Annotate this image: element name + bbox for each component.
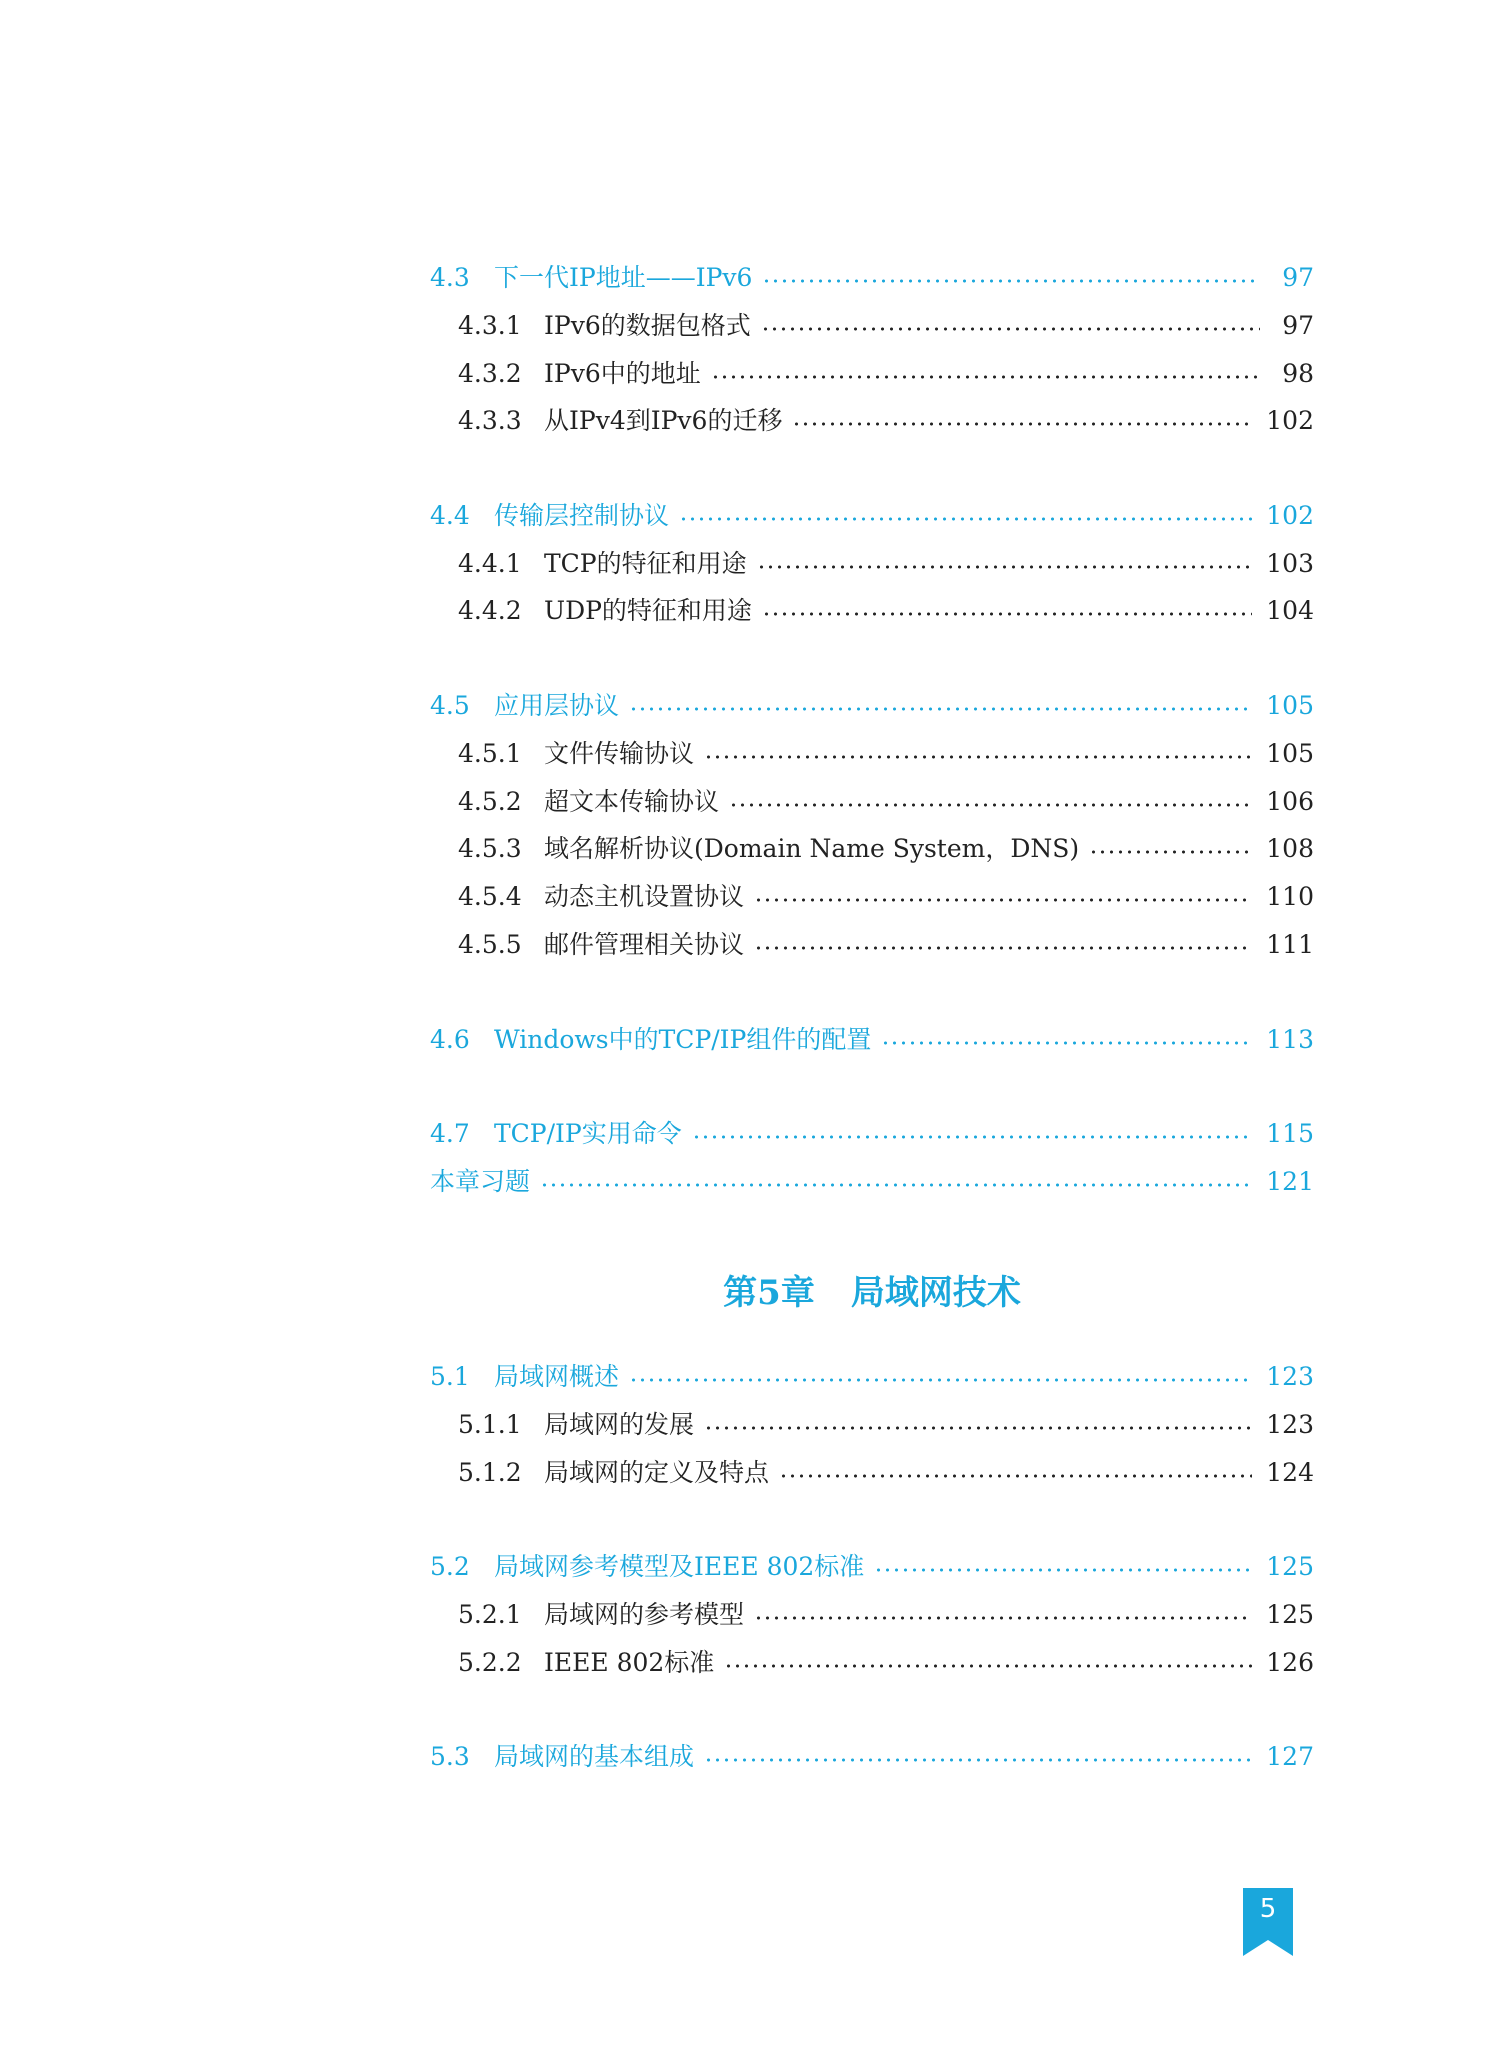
entry-page-number: 108 — [1266, 834, 1314, 863]
entry-number: 4.4.1 — [458, 549, 522, 578]
dot-leader — [540, 1183, 1252, 1187]
entry-number: 5.2 — [430, 1552, 470, 1581]
entry-page-number: 123 — [1266, 1410, 1314, 1439]
dot-leader — [704, 1758, 1252, 1762]
toc-section-entry[interactable] — [430, 1547, 1314, 1587]
entry-number: 5.2.1 — [458, 1600, 522, 1629]
toc-subsection-entry[interactable] — [430, 734, 1314, 774]
entry-title: 本章习题 — [430, 1167, 531, 1196]
dot-leader — [692, 1135, 1253, 1139]
dot-leader — [629, 707, 1252, 711]
dot-leader — [724, 1664, 1252, 1668]
entry-page-number: 106 — [1266, 787, 1314, 816]
page-number: 5 — [1259, 1894, 1277, 1924]
entry-page-number: 113 — [1266, 1025, 1314, 1054]
entry-number: 5.1 — [430, 1362, 470, 1391]
dot-leader — [729, 803, 1252, 807]
dot-leader — [679, 517, 1252, 521]
entry-title: 局域网的参考模型 — [544, 1600, 745, 1629]
chapter-title: 局域网技术 — [850, 1273, 1021, 1313]
entry-title: 应用层协议 — [494, 691, 620, 720]
dot-leader — [754, 1616, 1252, 1620]
dot-leader — [779, 1474, 1252, 1478]
entry-title: 局域网概述 — [494, 1362, 620, 1391]
toc-subsection-entry[interactable] — [430, 544, 1314, 584]
entry-title: IPv6的数据包格式 — [544, 311, 751, 340]
entry-number: 4.4.2 — [458, 596, 522, 625]
entry-page-number: 115 — [1266, 1119, 1314, 1148]
toc-section-entry[interactable] — [430, 1357, 1314, 1397]
entry-page-number: 102 — [1266, 501, 1314, 530]
entry-title: 局域网的发展 — [544, 1410, 695, 1439]
entry-title: UDP的特征和用途 — [544, 596, 752, 625]
dot-leader — [757, 565, 1253, 569]
dot-leader — [704, 1426, 1252, 1430]
entry-title: 域名解析协议(Domain Name System，DNS) — [544, 834, 1080, 863]
toc-subsection-entry[interactable] — [430, 1595, 1314, 1635]
entry-page-number: 98 — [1282, 359, 1314, 388]
entry-title: TCP的特征和用途 — [544, 549, 747, 578]
entry-title: IPv6中的地址 — [544, 359, 701, 388]
entry-page-number: 105 — [1266, 739, 1314, 768]
toc-subsection-entry[interactable] — [430, 782, 1314, 822]
entry-title: 文件传输协议 — [544, 739, 695, 768]
entry-title: 动态主机设置协议 — [544, 882, 745, 911]
dot-leader — [874, 1568, 1252, 1572]
dot-leader — [754, 898, 1252, 902]
toc-subsection-entry[interactable] — [430, 306, 1314, 346]
dot-leader — [1089, 850, 1252, 854]
dot-leader — [881, 1041, 1252, 1045]
entry-page-number: 105 — [1266, 691, 1314, 720]
entry-number: 4.3.1 — [458, 311, 522, 340]
entry-number: 5.1.1 — [458, 1410, 522, 1439]
entry-number: 4.5 — [430, 691, 470, 720]
dot-leader — [792, 422, 1252, 426]
toc-subsection-entry[interactable] — [430, 925, 1314, 965]
entry-page-number: 121 — [1266, 1167, 1314, 1196]
entry-number: 4.5.2 — [458, 787, 522, 816]
toc-subsection-entry[interactable] — [430, 1643, 1314, 1683]
toc-section-entry[interactable] — [430, 258, 1314, 298]
dot-leader — [762, 612, 1252, 616]
entry-number: 4.5.3 — [458, 834, 522, 863]
entry-number: 4.3 — [430, 263, 470, 292]
toc-section-entry[interactable] — [430, 686, 1314, 726]
dot-leader — [629, 1378, 1252, 1382]
entry-title: IEEE 802标准 — [544, 1648, 715, 1677]
entry-page-number: 123 — [1266, 1362, 1314, 1391]
entry-page-number: 111 — [1266, 930, 1314, 959]
entry-title: 传输层控制协议 — [494, 501, 670, 530]
dot-leader — [704, 755, 1252, 759]
entry-page-number: 103 — [1266, 549, 1314, 578]
toc-subsection-entry[interactable] — [430, 877, 1314, 917]
entry-title: 局域网的定义及特点 — [544, 1458, 770, 1487]
toc-section-entry[interactable] — [430, 1737, 1314, 1777]
dot-leader — [754, 946, 1252, 950]
toc-subsection-entry[interactable] — [430, 401, 1314, 441]
entry-page-number: 97 — [1282, 263, 1314, 292]
entry-page-number: 104 — [1266, 596, 1314, 625]
toc-subsection-entry[interactable] — [430, 591, 1314, 631]
entry-number: 4.3.3 — [458, 406, 522, 435]
entry-page-number: 125 — [1266, 1600, 1314, 1629]
entry-page-number: 124 — [1266, 1458, 1314, 1487]
toc-subsection-entry[interactable] — [430, 1405, 1314, 1445]
toc-section-entry[interactable] — [430, 496, 1314, 536]
entry-number: 4.5.4 — [458, 882, 522, 911]
entry-number: 4.4 — [430, 501, 470, 530]
toc-section-entry[interactable] — [430, 1114, 1314, 1154]
chapter-label: 第5章 — [723, 1273, 815, 1313]
toc-subsection-entry[interactable] — [430, 829, 1314, 869]
entry-page-number: 125 — [1266, 1552, 1314, 1581]
toc-subsection-entry[interactable] — [430, 1453, 1314, 1493]
dot-leader — [761, 327, 1260, 331]
entry-page-number: 126 — [1266, 1648, 1314, 1677]
entry-number: 5.2.2 — [458, 1648, 522, 1677]
entry-number: 4.3.2 — [458, 359, 522, 388]
entry-number: 4.7 — [430, 1119, 470, 1148]
entry-title: 超文本传输协议 — [544, 787, 720, 816]
entry-title: Windows中的TCP/IP组件的配置 — [494, 1025, 872, 1054]
toc-section-entry[interactable] — [430, 1020, 1314, 1060]
entry-page-number: 127 — [1266, 1742, 1314, 1771]
entry-number: 4.6 — [430, 1025, 470, 1054]
dot-leader — [762, 279, 1260, 283]
entry-title: 邮件管理相关协议 — [544, 930, 745, 959]
entry-page-number: 97 — [1282, 311, 1314, 340]
toc-subsection-entry[interactable] — [430, 354, 1314, 394]
dot-leader — [711, 375, 1260, 379]
entry-title: 局域网参考模型及IEEE 802标准 — [494, 1552, 865, 1581]
entry-title: 从IPv4到IPv6的迁移 — [544, 406, 783, 435]
entry-page-number: 110 — [1266, 882, 1314, 911]
entry-number: 5.3 — [430, 1742, 470, 1771]
toc-section-entry[interactable] — [430, 1162, 1314, 1202]
entry-number: 5.1.2 — [458, 1458, 522, 1487]
entry-page-number: 102 — [1266, 406, 1314, 435]
entry-number: 4.5.1 — [458, 739, 522, 768]
entry-title: TCP/IP实用命令 — [494, 1119, 682, 1148]
entry-number: 4.5.5 — [458, 930, 522, 959]
page-number-badge — [1243, 1888, 1293, 1956]
chapter-heading — [430, 1265, 1314, 1321]
entry-title: 局域网的基本组成 — [494, 1742, 695, 1771]
entry-title: 下一代IP地址——IPv6 — [494, 263, 753, 292]
